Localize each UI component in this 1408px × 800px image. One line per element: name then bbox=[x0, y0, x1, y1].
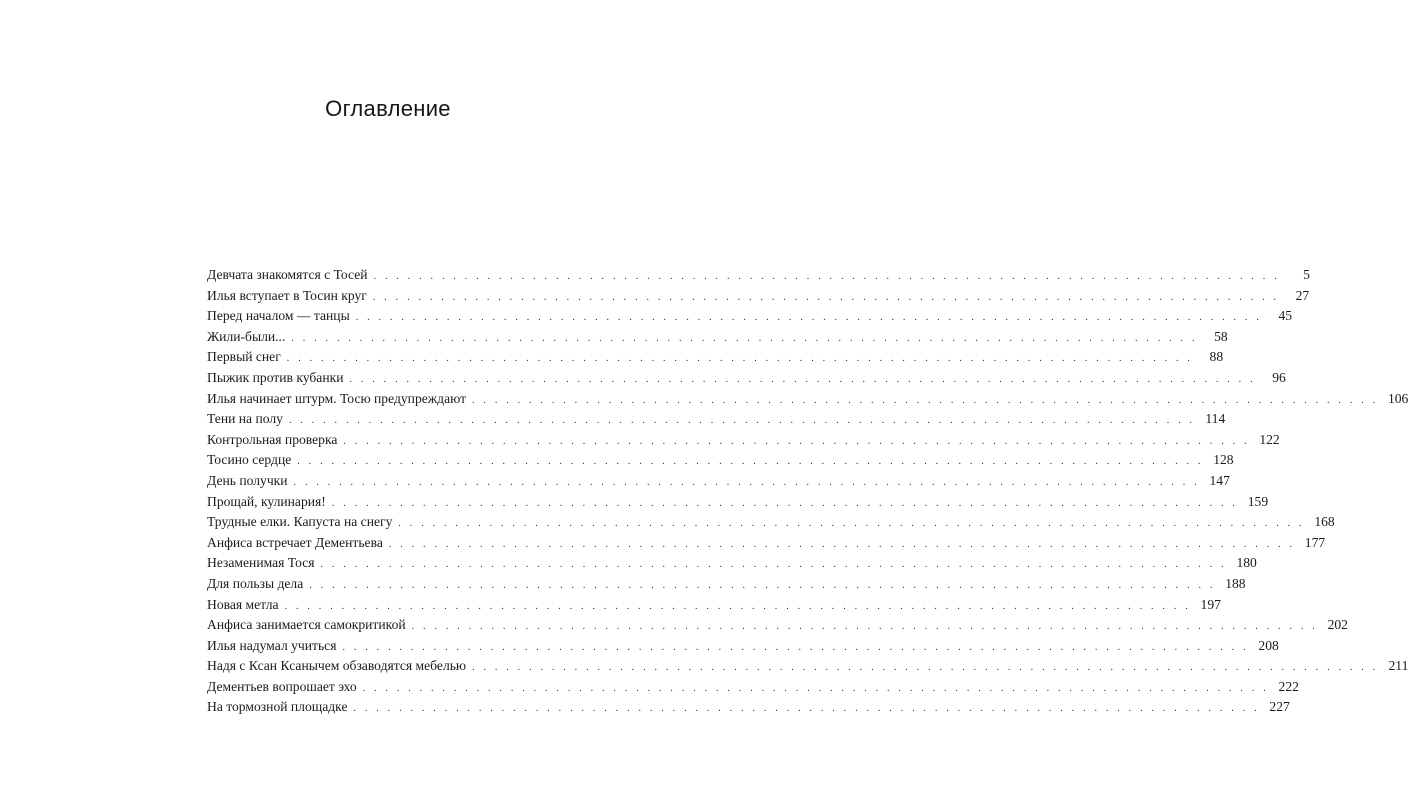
toc-entry-title: Илья вступает в Тосин круг bbox=[207, 287, 367, 303]
toc-entry-title: Незаменимая Тося bbox=[207, 555, 315, 571]
toc-entry bbox=[207, 677, 1299, 698]
toc-dot-leader: . . . . . . . . . . . . . . . . . . . . . . . . . . . . . . . . . . . . . . . . . . . . . . . . . . . . . . . . . . . . . . . . . . . . . . . . . . . . . . . . bbox=[355, 312, 1263, 324]
toc-entry-title: Девчата знакомятся с Тосей bbox=[207, 267, 368, 282]
toc-entry bbox=[207, 553, 1257, 574]
toc-entry-page-number: 147 bbox=[1209, 472, 1230, 488]
toc-entry-page-number: 5 bbox=[1303, 267, 1310, 282]
toc-entry-title: Первый снег bbox=[207, 349, 281, 365]
toc-entry-title: Пыжик против кубанки bbox=[207, 369, 344, 385]
toc-entry-page-number: 58 bbox=[1214, 328, 1228, 344]
toc-entry-page-number: 197 bbox=[1200, 596, 1221, 612]
toc-entry bbox=[207, 656, 1408, 677]
toc-dot-leader: . . . . . . . . . . . . . . . . . . . . . . . . . . . . . . . . . . . . . . . . . . . . . . . . . . . . . . . . . . . . . . . . . . . . . . . . . . . . . . . . bbox=[293, 476, 1200, 488]
toc-title: Оглавление bbox=[325, 96, 451, 121]
toc-entry-title: Анфиса занимается самокритикой bbox=[207, 617, 406, 633]
toc-entry-title: Илья начинает штурм. Тосю предупреждают bbox=[207, 390, 467, 406]
toc-entry-page-number: 211 bbox=[1388, 658, 1408, 674]
toc-entry bbox=[207, 409, 1226, 430]
toc-dot-leader: . . . . . . . . . . . . . . . . . . . . . . . . . . . . . . . . . . . . . . . . . . . . . . . . . . . . . . . . . . . . . . . . . . . . . . . . . . . . . . . . bbox=[353, 703, 1260, 715]
toc-entry bbox=[207, 471, 1230, 492]
toc-entry-page-number: 88 bbox=[1209, 349, 1224, 365]
toc-dot-leader: . . . . . . . . . . . . . . . . . . . . . . . . . . . . . . . . . . . . . . . . . . . . . . . . . . . . . . . . . . . . . . . . . . . . . . . . . . . . . . . . bbox=[411, 621, 1318, 633]
toc-dot-leader: . . . . . . . . . . . . . . . . . . . . . . . . . . . . . . . . . . . . . . . . . . . . . . . . . . . . . . . . . . . . . . . . . . . . . . . . . . . . . . . . bbox=[286, 353, 1194, 365]
toc-entry bbox=[207, 286, 1310, 307]
toc-entry-page-number: 177 bbox=[1304, 534, 1326, 550]
toc-entry-title: День получки bbox=[207, 472, 288, 488]
toc-entry bbox=[207, 492, 1269, 513]
toc-entry-title: Жили-были... bbox=[207, 328, 286, 344]
toc-entry bbox=[207, 636, 1279, 657]
toc-entry-page-number: 180 bbox=[1236, 555, 1257, 571]
toc-entry-title: Трудные елки. Капуста на снегу bbox=[207, 514, 393, 530]
toc-entry-title: Тосино сердце bbox=[207, 452, 292, 468]
toc-entry-page-number: 222 bbox=[1278, 678, 1299, 694]
toc-dot-leader: . . . . . . . . . . . . . . . . . . . . . . . . . . . . . . . . . . . . . . . . . . . . . . . . . . . . . . . . . . . . . . . . . . . . . . . . . . . . . . . . bbox=[349, 373, 1256, 385]
toc-list bbox=[207, 265, 1408, 718]
toc-entry-title: Надя с Ксан Ксанычем обзаводятся мебелью bbox=[207, 658, 467, 674]
toc-dot-leader: . . . . . . . . . . . . . . . . . . . . . . . . . . . . . . . . . . . . . . . . . . . . . . . . . . . . . . . . . . . . . . . . . . . . . . . . . . . . . . . . bbox=[398, 518, 1305, 530]
toc-dot-leader: . . . . . . . . . . . . . . . . . . . . . . . . . . . . . . . . . . . . . . . . . . . . . . . . . . . . . . . . . . . . . . . . . . . . . . . . . . . . . . . . bbox=[284, 600, 1191, 612]
toc-entry bbox=[207, 533, 1326, 554]
toc-entry-page-number: 27 bbox=[1295, 287, 1310, 303]
toc-entry bbox=[207, 450, 1234, 471]
toc-entry-page-number: 188 bbox=[1225, 575, 1246, 591]
toc-entry-page-number: 159 bbox=[1247, 493, 1269, 509]
toc-entry-page-number: 122 bbox=[1259, 431, 1280, 447]
toc-entry bbox=[207, 512, 1335, 533]
toc-entry-title: Анфиса встречает Дементьева bbox=[207, 534, 383, 550]
toc-dot-leader: . . . . . . . . . . . . . . . . . . . . . . . . . . . . . . . . . . . . . . . . . . . . . . . . . . . . . . . . . . . . . . . . . . . . . . . . . . . . . . . . bbox=[288, 415, 1196, 427]
toc-entry-title: Илья надумал учиться bbox=[207, 637, 337, 653]
toc-entry bbox=[207, 368, 1286, 389]
toc-entry-page-number: 96 bbox=[1272, 369, 1286, 385]
toc-entry-page-number: 208 bbox=[1258, 637, 1279, 653]
toc-dot-leader: . . . . . . . . . . . . . . . . . . . . . . . . . . . . . . . . . . . . . . . . . . . . . . . . . . . . . . . . . . . . . . . . . . . . . . . . . . . . . . . . bbox=[331, 497, 1239, 509]
toc-entry-title: Новая метла bbox=[207, 596, 279, 612]
toc-entry bbox=[207, 306, 1293, 327]
toc-dot-leader: . . . . . . . . . . . . . . . . . . . . . . . . . . . . . . . . . . . . . . . . . . . . . . . . . . . . . . . . . . . . . . . . . . . . . . . . . . . . . . . . bbox=[343, 435, 1250, 447]
toc-entry-title: Прощай, кулинария! bbox=[207, 493, 326, 509]
toc-dot-leader: . . . . . . . . . . . . . . . . . . . . . . . . . . . . . . . . . . . . . . . . . . . . . . . . . . . . . . . . . . . . . . . . . . . . . . . . . . . . . . . . bbox=[472, 662, 1379, 674]
toc-entry-title: Тени на полу bbox=[207, 411, 283, 427]
toc-dot-leader: . . . . . . . . . . . . . . . . . . . . . . . . . . . . . . . . . . . . . . . . . . . . . . . . . . . . . . . . . . . . . . . . . . . . . . . . . . . . . . . . bbox=[388, 538, 1296, 550]
toc-entry-page-number: 45 bbox=[1278, 308, 1293, 324]
toc-dot-leader: . . . . . . . . . . . . . . . . . . . . . . . . . . . . . . . . . . . . . . . . . . . . . . . . . . . . . . . . . . . . . . . . . . . . . . . . . . . . . . . . bbox=[320, 559, 1227, 571]
toc-entry-title: На тормозной площадке bbox=[207, 699, 348, 715]
toc-entry bbox=[207, 615, 1348, 636]
toc-dot-leader: . . . . . . . . . . . . . . . . . . . . . . . . . . . . . . . . . . . . . . . . . . . . . . . . . . . . . . . . . . . . . . . . . . . . . . . . . . . . . . . . bbox=[309, 579, 1216, 591]
toc-dot-leader: . . . . . . . . . . . . . . . . . . . . . . . . . . . . . . . . . . . . . . . . . . . . . . . . . . . . . . . . . . . . . . . . . . . . . . . . . . . . . . . . bbox=[297, 456, 1204, 468]
toc-dot-leader: . . . . . . . . . . . . . . . . . . . . . . . . . . . . . . . . . . . . . . . . . . . . . . . . . . . . . . . . . . . . . . . . . . . . . . . . . . . . . . . . bbox=[472, 394, 1379, 406]
toc-entry-page-number: 114 bbox=[1205, 411, 1226, 427]
toc-entry-title: Перед началом — танцы bbox=[207, 308, 350, 324]
toc-dot-leader: . . . . . . . . . . . . . . . . . . . . . . . . . . . . . . . . . . . . . . . . . . . . . . . . . . . . . . . . . . . . . . . . . . . . . . . . . . . . . . . . bbox=[342, 641, 1249, 653]
toc-entry-page-number: 128 bbox=[1213, 452, 1234, 468]
toc-entry-page-number: 227 bbox=[1269, 699, 1290, 715]
toc-entry bbox=[207, 327, 1228, 348]
toc-dot-leader: . . . . . . . . . . . . . . . . . . . . . . . . . . . . . . . . . . . . . . . . . . . . . . . . . . . . . . . . . . . . . . . . . . . . . . . . . . . . . . . . bbox=[373, 271, 1280, 282]
toc-entry-title: Для пользы дела bbox=[207, 575, 304, 591]
toc-entry bbox=[207, 697, 1290, 718]
toc-entry bbox=[207, 430, 1280, 451]
toc-entry bbox=[207, 595, 1221, 616]
toc-dot-leader: . . . . . . . . . . . . . . . . . . . . . . . . . . . . . . . . . . . . . . . . . . . . . . . . . . . . . . . . . . . . . . . . . . . . . . . . . . . . . . . . bbox=[291, 332, 1198, 344]
toc-entry-page-number: 202 bbox=[1327, 617, 1348, 633]
toc-entry-title: Контрольная проверка bbox=[207, 431, 338, 447]
toc-dot-leader: . . . . . . . . . . . . . . . . . . . . . . . . . . . . . . . . . . . . . . . . . . . . . . . . . . . . . . . . . . . . . . . . . . . . . . . . . . . . . . . . bbox=[362, 682, 1269, 694]
toc-dot-leader: . . . . . . . . . . . . . . . . . . . . . . . . . . . . . . . . . . . . . . . . . . . . . . . . . . . . . . . . . . . . . . . . . . . . . . . . . . . . . . . . bbox=[372, 291, 1280, 303]
toc-entry-page-number: 168 bbox=[1314, 514, 1335, 530]
toc-entry-title: Дементьев вопрошает эхо bbox=[207, 678, 357, 694]
toc-entry bbox=[207, 347, 1224, 368]
toc-entry-page-number: 106 bbox=[1387, 390, 1408, 406]
toc-entry bbox=[207, 574, 1246, 595]
toc-entry bbox=[207, 265, 1310, 286]
toc-entry bbox=[207, 389, 1408, 410]
